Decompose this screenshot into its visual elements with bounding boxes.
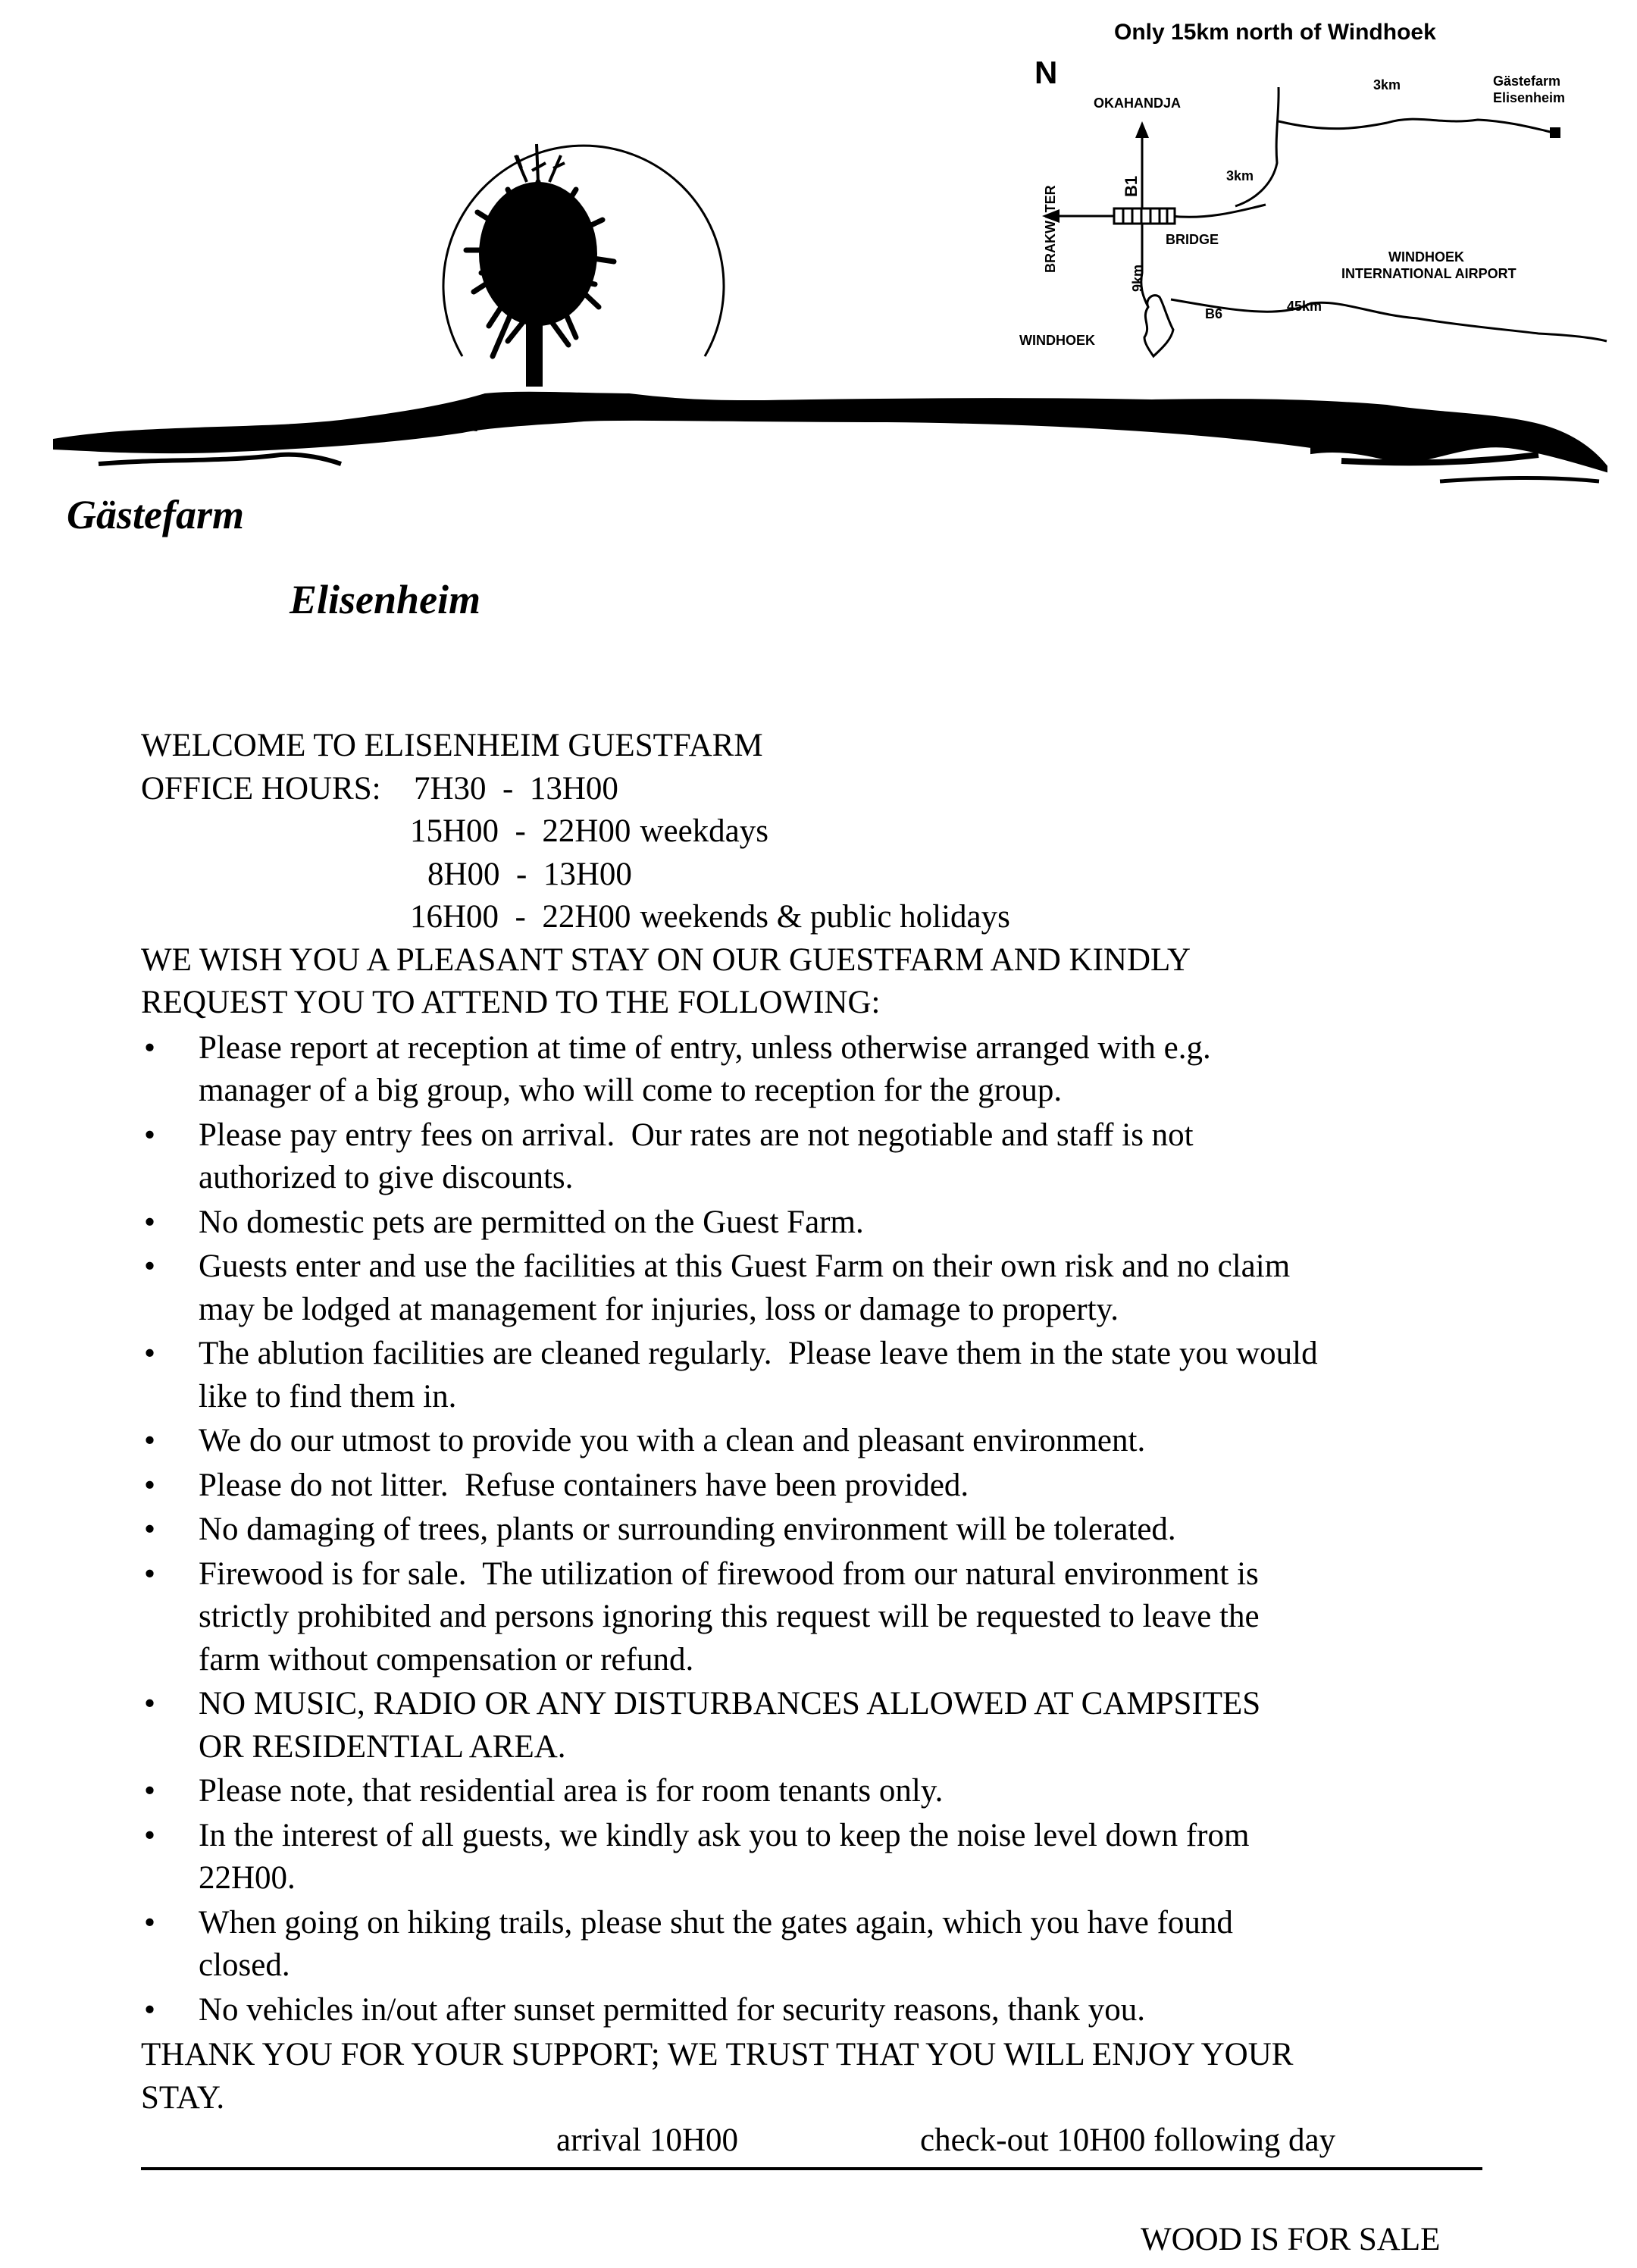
- rule-item: [141, 1114, 1505, 1200]
- rule-item: [141, 1464, 1505, 1508]
- label-bridge: BRIDGE: [1166, 232, 1219, 247]
- rule-text: We do our utmost to provide you with a clean and pleasant environment.: [199, 1423, 1146, 1458]
- bullet-icon: •: [144, 1029, 156, 1066]
- rule-text: No domestic pets are permitted on the Guest Farm.: [199, 1204, 864, 1240]
- bullet-icon: •: [144, 1336, 156, 1371]
- rule-text: When going on hiking trails, please shut the gates again, which you have found: [199, 1904, 1233, 1941]
- office-hours: [141, 768, 1505, 939]
- office-hours-note: weekdays: [640, 813, 768, 849]
- tree-logo: [443, 144, 724, 387]
- map-markers: [1042, 121, 1560, 224]
- label-distance-9km: 9km: [1130, 264, 1145, 292]
- rule-text: Please pay entry fees on arrival. Our rates are not negotiable and staff is not: [199, 1117, 1194, 1153]
- rule-text: closed.: [199, 1947, 290, 1983]
- bullet-icon: •: [144, 1991, 156, 2028]
- label-distance-3km-north: 3km: [1226, 168, 1254, 183]
- rule-text: Firewood is for sale. The utilization of firewood from our natural environment is: [199, 1555, 1259, 1592]
- rule-item: [141, 1245, 1505, 1331]
- rule-item: [141, 1815, 1505, 1900]
- bullet-icon: •: [144, 1467, 156, 1503]
- times-row: [141, 2119, 1505, 2163]
- rule-text: farm without compensation or refund.: [199, 1641, 694, 1678]
- bullet-icon: •: [144, 1555, 156, 1592]
- checkout-time: check-out 10H00 following day: [920, 2122, 1336, 2158]
- bullet-icon: •: [144, 1204, 156, 1240]
- rule-text: authorized to give discounts.: [199, 1160, 574, 1195]
- bullet-icon: •: [144, 1817, 156, 1853]
- thanks-text: THANK YOU FOR YOUR SUPPORT; WE TRUST THAT YOU WILL ENJOY YOUR: [141, 2037, 1294, 2072]
- label-b1: B1: [1122, 175, 1141, 197]
- office-hours-time: 16H00 - 22H00: [410, 899, 631, 935]
- rule-text: Guests enter and use the facilities at this Guest Farm on their own risk and no claim: [199, 1248, 1291, 1284]
- rules-list: [141, 1027, 1505, 2032]
- bullet-icon: •: [144, 1686, 156, 1721]
- rule-text: like to find them in.: [199, 1378, 457, 1414]
- landscape-horizon: [53, 393, 1607, 481]
- rule-text: Please report at reception at time of entry, unless otherwise arranged with e.g.: [199, 1029, 1211, 1066]
- document-body: [141, 725, 1505, 2163]
- rule-text: Please do not litter. Refuse containers have been provided.: [199, 1467, 969, 1503]
- rule-item: [141, 1333, 1505, 1418]
- header-illustration: [53, 0, 1614, 515]
- rule-item: [141, 1683, 1505, 1768]
- rule-item: [141, 1553, 1505, 1682]
- rule-item: [141, 1201, 1505, 1245]
- rule-item: [141, 1770, 1505, 1813]
- arrow-up-icon: [1135, 121, 1149, 138]
- label-brakwater: BRAKWATER: [1043, 185, 1058, 273]
- rule-text: 22H00.: [199, 1860, 296, 1896]
- rule-text: No vehicles in/out after sunset permitted for security reasons, thank you.: [199, 1991, 1146, 2028]
- label-airport-line1: WINDHOEK: [1388, 249, 1464, 265]
- divider: [141, 2167, 1482, 2170]
- intro-text: WE WISH YOU A PLEASANT STAY ON OUR GUESTFARM AND KINDLY: [141, 941, 1191, 978]
- brand-name-line2: Elisenheim: [290, 577, 481, 622]
- rule-text: The ablution facilities are cleaned regularly. Please leave them in the state you would: [199, 1336, 1318, 1371]
- rule-item: [141, 1902, 1505, 1988]
- north-indicator: N: [1034, 55, 1058, 90]
- farm-marker-icon: [1550, 127, 1560, 138]
- office-hours-note: weekends & public holidays: [640, 899, 1010, 935]
- rule-text: manager of a big group, who will come to reception for the group.: [199, 1073, 1063, 1108]
- office-hours-time: 8H00 - 13H00: [427, 856, 632, 892]
- bullet-icon: •: [144, 1248, 156, 1284]
- rule-item: [141, 1508, 1505, 1552]
- label-b6: B6: [1205, 306, 1223, 321]
- label-okahandja: OKAHANDJA: [1094, 96, 1182, 111]
- label-airport-line2: INTERNATIONAL AIRPORT: [1341, 266, 1516, 281]
- bullet-icon: •: [144, 1511, 156, 1547]
- rule-text: strictly prohibited and persons ignoring this request will be requested to leave the: [199, 1599, 1260, 1634]
- bullet-icon: •: [144, 1117, 156, 1153]
- thanks-text: STAY.: [141, 2079, 225, 2116]
- bullet-icon: •: [144, 1423, 156, 1458]
- office-hours-time: 7H30 - 13H00: [414, 770, 618, 807]
- office-hours-label: OFFICE HOURS:: [141, 770, 381, 807]
- label-farm-line1: Gästefarm: [1493, 74, 1561, 89]
- label-distance-45km: 45km: [1287, 299, 1322, 314]
- rule-text: OR RESIDENTIAL AREA.: [199, 1728, 566, 1765]
- rule-text: No damaging of trees, plants or surrounding environment will be tolerated.: [199, 1511, 1176, 1547]
- brand-name-line1: Gästefarm: [67, 492, 244, 537]
- arrival-time: arrival 10H00: [556, 2122, 739, 2158]
- label-distance-3km-east: 3km: [1373, 77, 1401, 92]
- welcome-heading: WELCOME TO ELISENHEIM GUESTFARM: [141, 728, 763, 763]
- office-hours-time: 15H00 - 22H00: [410, 813, 631, 849]
- label-farm-line2: Elisenheim: [1493, 90, 1566, 105]
- rule-text: NO MUSIC, RADIO OR ANY DISTURBANCES ALLOWED AT CAMPSITES: [199, 1686, 1261, 1721]
- rule-text: may be lodged at management for injuries, loss or damage to property.: [199, 1291, 1119, 1327]
- rule-item: [141, 1420, 1505, 1463]
- label-windhoek: WINDHOEK: [1019, 333, 1095, 348]
- wood-sale-notice: WOOD IS FOR SALE: [1141, 2222, 1441, 2257]
- rule-text: Please note, that residential area is for room tenants only.: [199, 1773, 944, 1809]
- bullet-icon: •: [144, 1773, 156, 1809]
- map-tagline: Only 15km north of Windhoek: [1114, 20, 1436, 45]
- rule-item: [141, 1027, 1505, 1113]
- rule-text: In the interest of all guests, we kindly ask you to keep the noise level down from: [199, 1817, 1250, 1853]
- map-labels: [1019, 20, 1565, 348]
- intro-text: REQUEST YOU TO ATTEND TO THE FOLLOWING:: [141, 985, 881, 1020]
- bullet-icon: •: [144, 1904, 156, 1941]
- rule-item: [141, 1989, 1505, 2032]
